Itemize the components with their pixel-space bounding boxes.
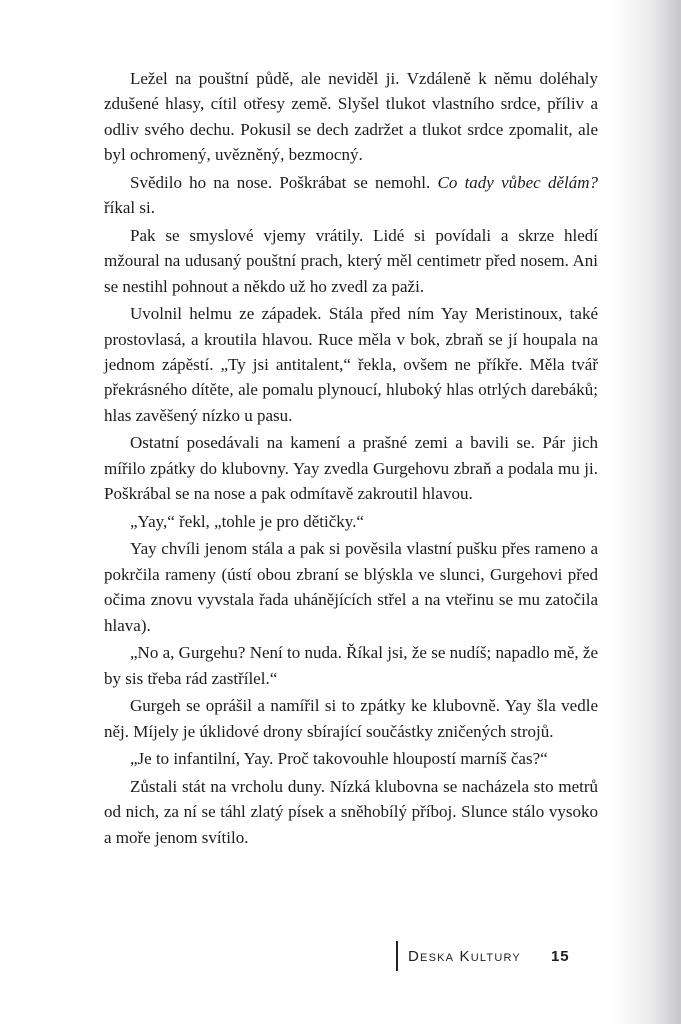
paragraph-5: Ostatní posedávali na kamení a prašné zemi a bavili se. Pár jich mířilo zpátky do klubovny. Yay zvedla Gurgehovu zbraň a podala mu ji. Poškrábal se na nose a pak odmítavě zakroutil hlavou. <box>104 433 598 504</box>
paragraph-1: Ležel na pouštní půdě, ale neviděl ji. Vzdáleně k němu doléhaly zdušené hlasy, cítil otřesy země. Slyšel tlukot vlastního srdce, příliv a odliv svého dechu. Pokusil se dech zadržet a tlukot srdce zpomalit, ale byl ochromený, uvězněný, bezmocný. <box>104 69 598 165</box>
paragraph-2-text-b: říkal si. <box>104 198 155 218</box>
body-text <box>104 66 598 852</box>
paragraph-9: Gurgeh se oprášil a namířil si to zpátky ke klubovně. Yay šla vedle něj. Míjely je úklidové drony sbírající součástky zničených strojů. <box>104 696 598 741</box>
paragraph-2-text-a: Svědilo ho na nose. Poškrábat se nemohl. <box>130 172 431 192</box>
page-edge-shadow <box>611 0 681 1024</box>
paragraph-2 <box>104 170 598 221</box>
footer-divider <box>396 941 398 971</box>
paragraph-3: Pak se smyslové vjemy vrátily. Lidé si povídali a skrze hledí mžoural na udusaný pouštní prach, který měl centimetr před nosem. Ani se nestihl pohnout a někdo už ho zvedl za paži. <box>104 225 598 296</box>
paragraph-6: „Yay,“ řekl, „tohle je pro dětičky.“ <box>130 511 364 531</box>
paragraph-10: „Je to infantilní, Yay. Proč takovouhle hloupostí marníš čas?“ <box>130 749 548 769</box>
paragraph-8: „No a, Gurgehu? Není to nuda. Říkal jsi, že se nudíš; napadlo mě, že by sis třeba rád zastřílel.“ <box>104 643 598 688</box>
paragraph-11: Zůstali stát na vrcholu duny. Nízká klubovna se nacházela sto metrů od nich, za ní se táhl zlatý písek a sněhobílý příboj. Slunce stálo vysoko a moře jenom svítilo. <box>104 776 598 847</box>
page-number: 15 <box>550 947 570 965</box>
paragraph-7: Yay chvíli jenom stála a pak si pověsila vlastní pušku přes rameno a pokrčila rameny (ústí obou zbraní se blýskla ve slunci, Gurgehovi před očima znovu vyvstala řada uhánějících střel a na vteřinu se mu zatočila hlava). <box>104 539 598 635</box>
running-title: Deska Kultury <box>408 947 521 965</box>
page-footer <box>396 941 570 971</box>
paragraph-4: Uvolnil helmu ze západek. Stála před ním Yay Meristinoux, také prostovlasá, a kroutila hlavou. Ruce měla v bok, zbraň se jí houpala na jednom zápěstí. „Ty jsi antitalent,“ řekla, ovšem ne příkře. Měla tvář překrásného dítěte, ale pomalu plynoucí, hluboký hlas otrlých darebáků; hlas zavěšený nízko u pasu. <box>104 304 598 425</box>
paragraph-2-italic: Co tady vůbec dělám? <box>437 172 598 192</box>
